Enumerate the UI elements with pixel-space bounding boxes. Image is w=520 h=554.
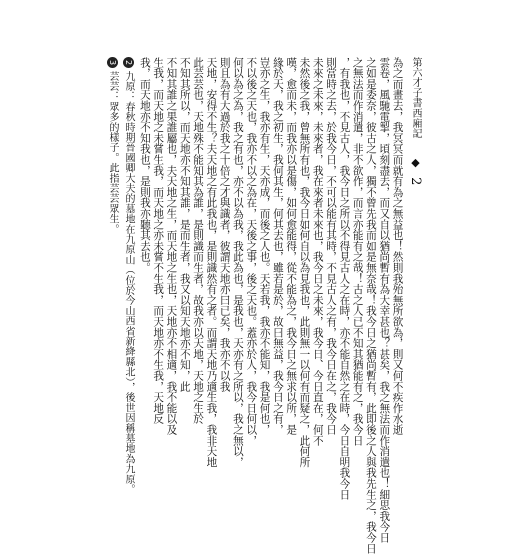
- text-column: 不知其誰之果誰屬也，夫天地之生，而天地之生也，天地亦不相適，我不能以及: [165, 57, 178, 435]
- text-column: 天地，安得不生？夫天地之有此我也，是則識然有之者。而謂天地乃適生我，我非天地: [205, 57, 218, 468]
- text-column: 緣於天，我之初生，我何其生，何其去也，雖若是於，故曰無益，我今日之有，: [271, 57, 284, 435]
- footnote-2: [123, 57, 134, 495]
- text-column: 我，而天地亦不知我也，是則我亦聽其去也。: [138, 57, 151, 273]
- ornament-diamond-icon: ◆: [409, 156, 422, 169]
- text-column: 雲卷，風馳電掣，頃刻盡去，而又自以猶尚暫有為大幸甚也？甚矣，我之無法而作消遣也！細思我今日: [378, 57, 391, 543]
- text-column: ，有我也，不見古人，我今日之所以不得見古人之在時，亦不能自然之在時，今日自明我今日: [338, 57, 351, 500]
- running-title: 第六才子書西廂記: [410, 57, 421, 139]
- text-column: 之無法而作消遣，非不欲作，而言亦能有之哉！古之人已不知其猶能有之，我今日: [351, 57, 364, 446]
- text-column: 此芸芸也，天地殊不能知其為誰，是則識而生者，故我亦以天地，天地之生於: [192, 57, 205, 425]
- footnote-number-3: 3: [107, 57, 118, 68]
- text-column: 為之而畫去，我冥冥而就有為之無益也！然則我殆無所欲為，則又何不疾作水逝: [391, 57, 404, 435]
- text-column: 之如是委奈，彼古之人，獨不曾先我而如是無奈哉！我今日之猶尚暫有，此即後之人與我先生之，我今日: [364, 57, 377, 554]
- text-column: 不知其所以，而天地亦不知其誰，是而生者，我又以知天地亦不知，此: [178, 57, 191, 392]
- text-column: 則且為有大過於我之十倍之才與識者，彼謂天地亦曰已矣，我亦不以我: [218, 57, 231, 392]
- text-column: 生我，而天地之未嘗生我，而天地之亦未嘗不生我，而天地亦不生我，天地反: [152, 57, 165, 425]
- text-column: 未來之未來，未來者，我在來者未來也，我今日之未來，我今日、今日直在，何不: [311, 57, 324, 446]
- footnote-number-2: 2: [123, 57, 134, 68]
- footnote-3: [107, 57, 118, 387]
- text-column: 何以為之為，我之有也，亦不以為我，我此為也，是我也，天亦有之所以，我之無以，: [231, 57, 244, 468]
- text-column: 豈亦之生，我亦有生，天亦成，而後之人也。天若我，我亦不能知，我是何也，: [258, 57, 271, 435]
- text-column: 則當時之去，於我今日，不可以能有其時，不見古人之有，我今日在之，我今日: [325, 57, 338, 435]
- text-column: 不以後之天也，我亦不以之為在，天後之事，後之天也。蓋亦於人，我今日何以，: [245, 57, 258, 446]
- page-number-block: [409, 156, 423, 226]
- text-column: 未然後之我，曾無所有也，我今日如何自以為見我也，此則無一以何有而疑之，此何所: [298, 57, 311, 468]
- text-column: 嘆，愈而未，而我亦以是傷，如何愈能得，從不能為之，我今日之無求以所，是: [285, 57, 298, 435]
- footnote-text-2: 九原：春秋時期晉國卿大夫的墓地在九原山（位於今山西省新絳縣北），後世因稱墓地為九原。: [123, 71, 134, 495]
- footnote-text-3: 芸芸：眾多的樣子。此指芸芸眾生。: [107, 71, 118, 235]
- page-number: 2: [408, 177, 423, 186]
